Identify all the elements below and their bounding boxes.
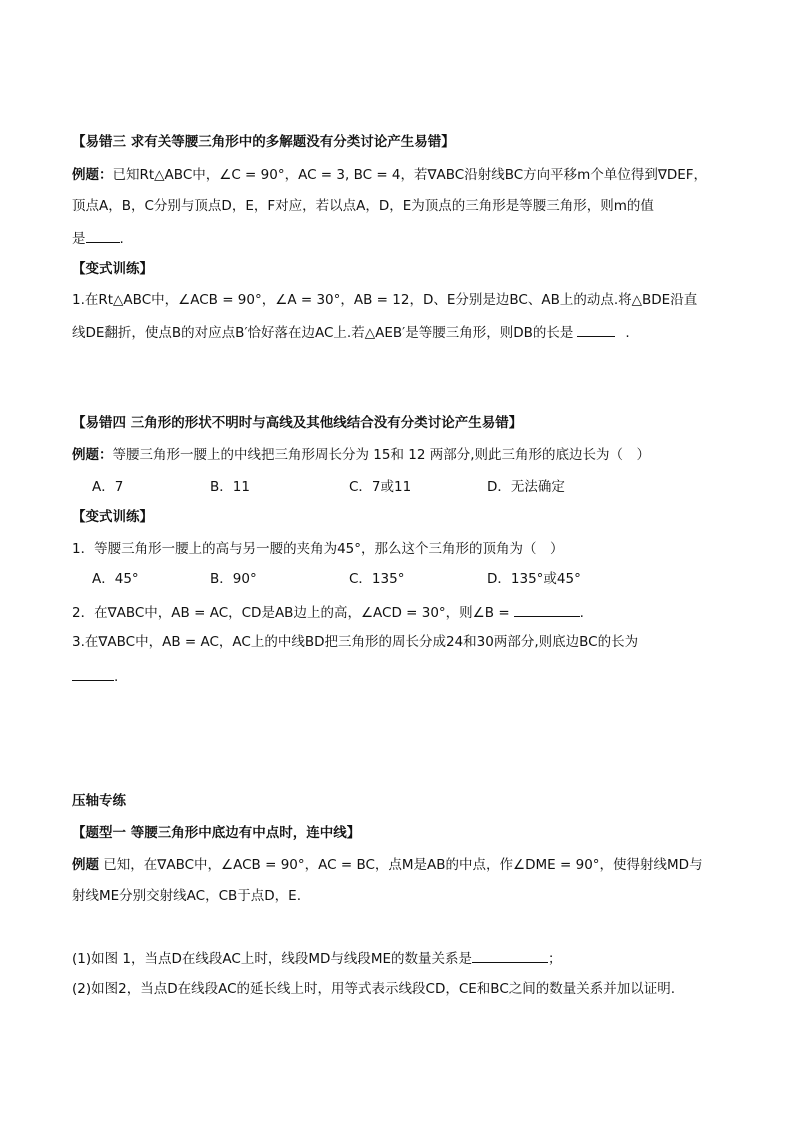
example-line3-text: 是 [72,231,86,247]
section3-q1-line1: 1.在Rt△ABC中，∠ACB = 90°，∠A = 30°，AB = 12，D、E分别是边BC、AB上的动点.将△BDE沿直 [72,292,698,308]
section4-q3-line1: 3.在∇ABC中，AB = AC，AC上的中线BD把三角形的周长分成24和30两部分,则底边BC的长为 [72,634,639,650]
q2-text: 2．在∇ABC中，AB = AC，CD是AB边上的高，∠ACD = 30°，则∠B = [72,605,510,621]
part2: (2)如图2，当点D在线段AC的延长线上时，用等式表示线段CD，CE和BC之间的数量关系并加以证明. [72,981,676,997]
q1-option-c: C．135° [349,571,405,587]
q1-option-d: D．135°或45° [487,571,581,587]
type1-title: 【题型一 等腰三角形中底边有中点时，连中线】 [72,825,361,841]
section3-example-line1 [72,166,707,184]
part1 [72,948,562,968]
q3-end: . [114,669,119,685]
section4-example [72,446,650,464]
answer-blank [472,948,548,963]
example-label: 例题 [72,857,99,873]
section4-title: 【易错四 三角形的形状不明时与高线及其他线结合没有分类讨论产生易错】 [72,415,523,431]
q2-end: . [579,605,584,621]
q1-option-a: A．45° [92,571,139,587]
answer-blank [86,228,120,243]
pressure-example-line1 [72,856,703,874]
practice-title: 【变式训练】 [72,261,153,277]
section4-q2 [72,602,584,622]
example-text: 等腰三角形一腰上的中线把三角形周长分为 15和 12 两部分,则此三角形的底边长为（ ） [112,447,651,463]
answer-blank [577,322,615,337]
example-label: 例题： [72,447,113,463]
section4-q3-line2 [72,666,118,686]
section3-example-line2: 顶点A，B，C分别与顶点D，E，F对应，若以点A，D，E为顶点的三角形是等腰三角形，则m的值 [72,198,654,214]
part1-end: ； [548,951,562,967]
section3-q1-line2 [72,322,630,342]
answer-blank [514,602,580,617]
example-option-a: A．7 [92,479,124,495]
section3-title: 【易错三 求有关等腰三角形中的多解题没有分类讨论产生易错】 [72,134,455,150]
answer-blank [72,666,114,681]
example-option-b: B．11 [210,479,250,495]
q1-line2-end: . [625,325,630,341]
example-text: 已知，在∇ABC中，∠ACB = 90°，AC = BC，点M是AB的中点，作∠DME = 90°，使得射线MD与 [103,857,703,873]
q1-option-b: B．90° [210,571,257,587]
section3-example-line3 [72,228,124,248]
example-label: 例题： [72,167,113,183]
q1-line2-text: 线DE翻折，使点B的对应点B′恰好落在边AC上.若△AEB′是等腰三角形，则DB的长是 [72,325,574,341]
pressure-example-line2: 射线ME分别交射线AC，CB于点D，E. [72,888,302,904]
practice-title: 【变式训练】 [72,509,153,525]
pressure-heading: 压轴专练 [72,793,126,809]
section4-q1: 1．等腰三角形一腰上的高与另一腰的夹角为45°，那么这个三角形的顶角为（ ） [72,541,564,557]
part1-text: (1)如图 1，当点D在线段AC上时，线段MD与线段ME的数量关系是 [72,951,473,967]
example-option-c: C．7或11 [349,479,412,495]
example-text: 已知Rt△ABC中，∠C = 90°，AC = 3, BC = 4，若∇ABC沿射线BC方向平移m个单位得到∇DEF， [112,167,708,183]
example-option-d: D．无法确定 [487,479,565,495]
example-line3-end: . [119,231,124,247]
